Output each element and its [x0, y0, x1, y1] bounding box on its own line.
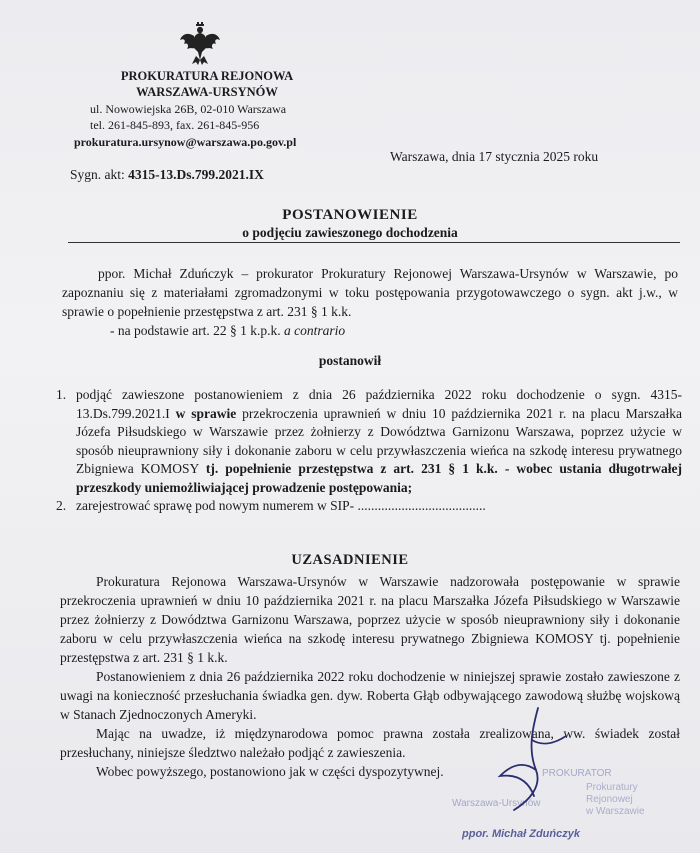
item1-text-b: przekroczenia uprawnień w dniu 10 października 2021 r. na placu Marszałka Józefa Piłsudskiego w Warszawie przez żołnierzy z Dowództwa Garnizonu Warszawa, poprzez użycie w sposób nieuprawniony siły i dokonanie zaboru w celu przywłaszczenia wieńca na szkodę interesu prywatnego Zbigniewa KOMOSY [76, 405, 682, 476]
office-phone: tel. 261-845-893, fax. 261-845-956 [90, 118, 260, 132]
stamp-line2: Prokuratury [586, 782, 638, 793]
list-item [56, 386, 682, 497]
list-item-number: 1. [56, 387, 67, 402]
case-signature-value: 4315-13.Ds.799.2021.IX [128, 167, 264, 182]
document-subtitle: o podjęciu zawieszonego dochodzenia [242, 225, 458, 240]
decided-heading: postanowił [318, 353, 382, 368]
office-address: ul. Nowowiejska 26B, 02-010 Warszawa [90, 102, 287, 116]
item1-bold-b: tj. popełnienie przestępstwa z art. 231 § 1 k.k. - wobec ustania długotrwałej przeszkody uniemożliwiającej prowadzenie postępowania; [76, 461, 682, 495]
stamp-line5: w Warszawie [586, 806, 645, 817]
item1-text-a: podjąć zawieszone postanowieniem z dnia 26 października 2022 roku dochodzenie o sygn. 4315-13.Ds.799.2021.I [76, 387, 682, 421]
office-email: prokuratura.ursynow@warszawa.po.gov.pl [74, 135, 297, 149]
legal-basis-text: - na podstawie art. 22 § 1 k.p.k. [110, 323, 284, 338]
decision-list [56, 386, 682, 516]
legal-basis-italic: a contrario [283, 323, 346, 338]
office-name-line1: PROKURATURA REJONOWA [120, 69, 294, 83]
stamp-line3: Rejonowej [586, 794, 633, 805]
case-signature-label: Sygn. akt: [70, 167, 125, 182]
document-date: Warszawa, dnia 17 stycznia 2025 roku [390, 149, 599, 164]
signature-name-stamp: ppor. Michał Zduńczyk [462, 828, 580, 840]
item1-bold-a: w sprawie [175, 405, 237, 421]
justification-para1: Prokuratura Rejonowa Warszawa-Ursynów w Warszawie nadzorowała postępowanie w sprawie przekroczenia uprawnień w dniu 10 października 2021 r. na placu Marszałka Józefa Piłsudskiego w Warszawie przez żołnierzy z Dowództwa Garnizonu Warszawa, poprzez użycie w sposób nieuprawniony siły i dokonanie zaboru w celu przywłaszczenia wieńca na szkodę interesu prywatnego Zbigniewa KOMOSY tj. popełnienie przestępstwa z art. 231 § 1 k.k. [60, 574, 680, 665]
list-item-text: zarejestrować sprawę pod nowym numerem w SIP- ...................................... [76, 498, 486, 513]
justification-para4: Wobec powyższego, postanowiono jak w części dyspozytywnej. [96, 764, 444, 779]
stamp-line1: PROKURATOR [542, 768, 612, 779]
legal-basis [110, 321, 670, 340]
office-name-line2: WARSZAWA-URSYNÓW [136, 85, 278, 99]
case-signature [70, 167, 264, 183]
justification-heading: UZASADNIENIE [291, 552, 409, 568]
list-item-number: 2. [56, 498, 67, 513]
handwritten-signature [470, 700, 590, 820]
stamp-line4: Warszawa-Ursynów [452, 798, 541, 809]
justification-para2: Postanowieniem z dnia 26 października 2022 roku dochodzenie w niniejszej sprawie zostało zawieszone z uwagi na konieczność przesłuchania świadka gen. dyw. Roberta Głąb odbywającego zawodową służbę wojskową w Stanach Zjednoczonych Ameryki. [60, 669, 680, 722]
title-underline [68, 242, 680, 243]
list-item-text [76, 386, 682, 497]
document-title: POSTANOWIENIE [282, 207, 418, 223]
justification-para3: Mając na uwadze, iż międzynarodowa pomoc prawna została zrealizowana, ww. świadek został przesłuchany, niniejsze śledztwo należało podjąć z zawieszenia. [60, 726, 680, 760]
intro-paragraph: ppor. Michał Zduńczyk – prokurator Prokuratury Rejonowej Warszawa-Ursynów w Warszawie, po zapoznaniu się z materiałami zgromadzonymi w toku postępowania przygotowawczego o sygn. akt j.w., w sprawie o popełnienie przestępstwa z art. 231 § 1 k.k. [62, 266, 678, 319]
list-item [56, 497, 682, 516]
eagle-emblem-icon [178, 22, 222, 66]
